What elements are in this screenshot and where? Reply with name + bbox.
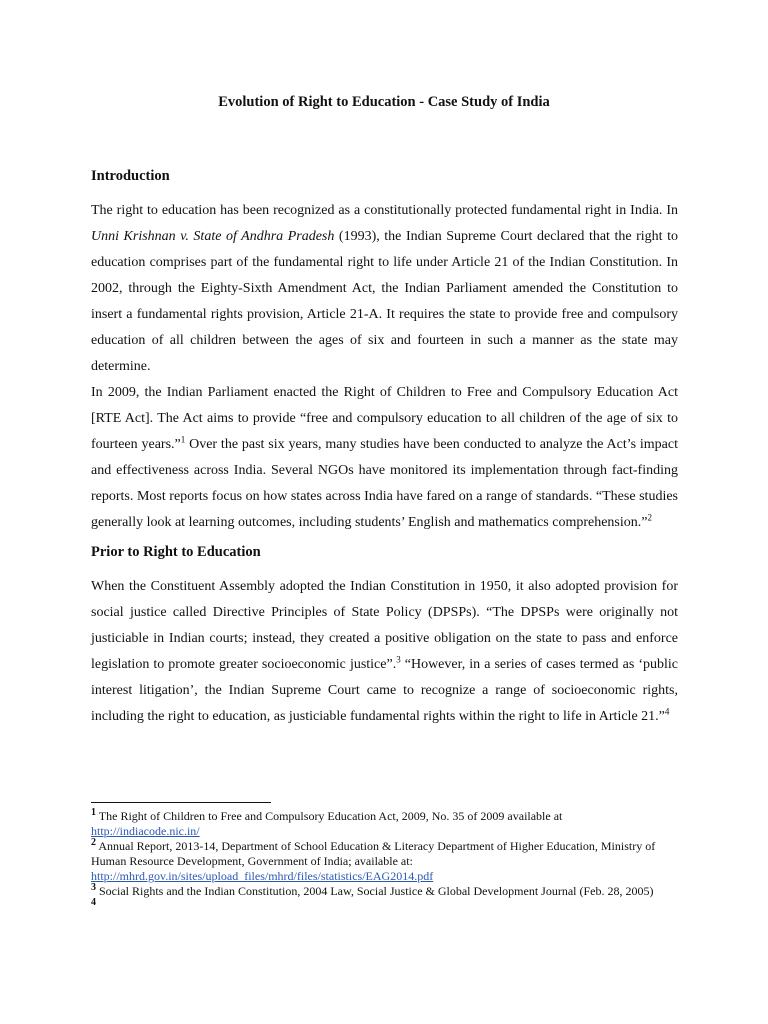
section-heading-introduction: Introduction (91, 168, 170, 184)
section-heading-prior: Prior to Right to Education (91, 544, 261, 560)
footnote-ref-4[interactable]: 4 (664, 706, 670, 717)
footnote-text: Annual Report, 2013-14, Department of School Education & Literacy Department of Higher Education, Ministry of Human Resource Development, Government of India; available at: (91, 839, 656, 868)
footnotes (91, 809, 681, 914)
footnote-3 (91, 884, 681, 899)
paragraph-text: “However, in a series of cases termed as ‘public interest litigation’, the Indian Supreme Court came to recognize a range of socioeconomic rights, including the right to education, as justiciable fundamental rights within the right to life in Article 21.” (91, 657, 678, 724)
footnote-number: 1 (91, 807, 96, 818)
paragraph-text: The right to education has been recognized as a constitutionally protected fundamental right in India. In (91, 203, 678, 218)
page-title: Evolution of Right to Education - Case Study of India (218, 94, 550, 110)
footnote-1 (91, 809, 681, 839)
footnote-ref-3[interactable]: 3 (396, 654, 401, 665)
footnote-number: 2 (91, 837, 96, 848)
paragraph-text: When the Constituent Assembly adopted the Indian Constitution in 1950, it also adopted provision for social justice called Directive Principles of State Policy (DPSPs). “The DPSPs were originally not justiciable in Indian courts; instead, they created a positive obligation on the state to pass and enforce legislation to promote greater socioeconomic justice”. (91, 579, 678, 672)
paragraph-introduction-1 (91, 198, 678, 380)
paragraph-introduction-2 (91, 380, 678, 536)
paragraph-text: (1993), the Indian Supreme Court declared that the right to education comprises part of the fundamental right to life under Article 21 of the Indian Constitution. In 2002, through the Eighty-Sixth Amendment Act, the Indian Parliament amended the Constitution to insert a fundamental rights provision, Article 21-A. It requires the state to provide free and compulsory education of all children between the ages of six and fourteen in such a manner as the state may determine. (91, 229, 679, 374)
footnote-link[interactable]: http://mhrd.gov.in/sites/upload_files/mhrd/files/statistics/EAG2014.pdf (91, 869, 434, 883)
footnote-separator (91, 802, 271, 803)
footnote-4 (91, 899, 681, 914)
footnote-2 (91, 839, 681, 884)
footnote-link[interactable]: http://indiacode.nic.in/ (91, 824, 200, 838)
footnote-number: 3 (91, 882, 96, 893)
case-name: Unni Krishnan v. State of Andhra Pradesh (91, 229, 335, 244)
footnote-number: 4 (91, 897, 96, 908)
footnote-ref-1[interactable]: 1 (180, 434, 186, 445)
paragraph-text: In 2009, the Indian Parliament enacted the Right of Children to Free and Compulsory Education Act [RTE Act]. The Act aims to provide “free and compulsory education to all children of the age of six to fourteen years.” (91, 385, 678, 452)
footnote-ref-2[interactable]: 2 (647, 512, 652, 523)
paragraph-prior-1 (91, 574, 678, 730)
paragraph-text: Over the past six years, many studies have been conducted to analyze the Act’s impact and effectiveness across India. Several NGOs have monitored its implementation through fact-finding reports. Most reports focus on how states across India have fared on a range of standards. “These studies generally look at learning outcomes, including students’ English and mathematics comprehension.” (91, 437, 678, 530)
footnote-text: Social Rights and the Indian Constitution, 2004 Law, Social Justice & Global Development Journal (Feb. 28, 2005) (99, 884, 654, 898)
footnote-text: The Right of Children to Free and Compulsory Education Act, 2009, No. 35 of 2009 available at (98, 809, 563, 823)
